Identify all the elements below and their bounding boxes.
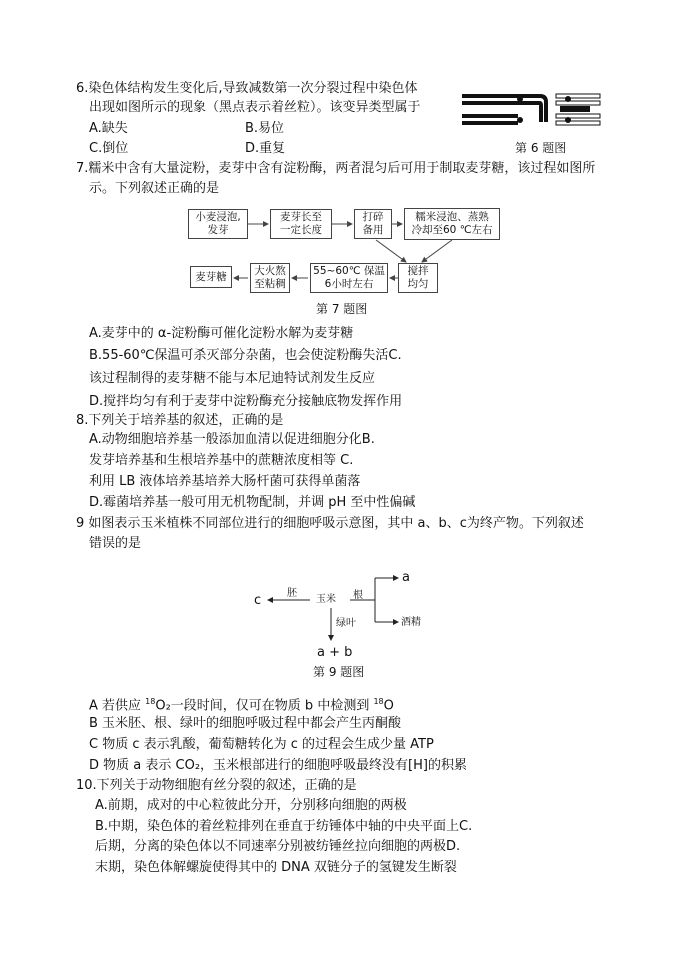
q10-stem: 10.下列关于动物细胞有丝分裂的叙述，正确的是	[76, 778, 357, 793]
q9-stem-line1: 9 如图表示玉米植株不同部位进行的细胞呼吸示意图，其中 a、b、c为终产物。下列叙述	[76, 516, 584, 531]
q6-option-b: B.易位	[245, 121, 285, 136]
q9-option-b: B 玉米胚、根、绿叶的细胞呼吸过程中都会产生丙酮酸	[89, 716, 402, 731]
q9-option-a: A 若供应 $^{18}$O₂一段时间，仅可在物质 b 中检测到 $^{18}$O	[89, 697, 394, 714]
q7-option-c: 该过程制得的麦芽糖不能与本尼迪特试剂发生反应	[89, 371, 376, 386]
q8-stem: 8.下列关于培养基的叙述，正确的是	[76, 413, 284, 428]
q9-diagram-label-leaf: 绿叶	[336, 618, 356, 629]
q6-option-a: A.缺失	[89, 121, 128, 136]
q7-stem-line1: 7.糯米中含有大量淀粉，麦芽中含有淀粉酶，两者混匀后可用于制取麦芽糖，该过程如图所	[76, 161, 596, 176]
q7-flow-step-soak-wheat: 小麦浸泡, 发芽	[188, 209, 248, 239]
q8-option-c: 利用 LB 液体培养基培养大肠杆菌可获得单菌落	[89, 474, 361, 489]
q6-option-d: D.重复	[245, 141, 286, 156]
q10-option-d: 末期，染色体解螺旋使得其中的 DNA 双链分子的氢键发生断裂	[95, 860, 457, 875]
q10-option-c: 后期，分离的染色体以不同速率分别被纺锤丝拉向细胞的两极D.	[95, 839, 461, 854]
q7-flow-step-crush: 打碎 备用	[354, 209, 392, 239]
q9-product-c: c	[254, 593, 262, 608]
q9-product-a: a	[402, 570, 410, 585]
q9-option-d: D 物质 a 表示 CO₂，玉米根部进行的细胞呼吸最终没有[H]的积累	[89, 758, 467, 773]
q8-option-b: 发芽培养基和生根培养基中的蔗糖浓度相等 C.	[89, 453, 354, 468]
q10-option-b: B.中期，染色体的着丝粒排列在垂直于纺锤体中轴的中央平面上C.	[95, 819, 473, 834]
q9-option-c: C 物质 c 表示乳酸，葡萄糖转化为 c 的过程会生成少量 ATP	[89, 737, 434, 752]
q7-option-b: B.55-60℃保温可杀灭部分杂菌，也会使淀粉酶失活C.	[89, 348, 402, 363]
q9-stem-line2: 错误的是	[89, 536, 142, 551]
q9-figure-caption: 第 9 题图	[313, 665, 365, 679]
q10-option-a: A.前期，成对的中心粒彼此分开，分别移向细胞的两极	[95, 798, 407, 813]
q8-option-a: A.动物细胞培养基一般添加血清以促进细胞分化B.	[89, 432, 375, 447]
q7-flow-step-rice: 糯米浸泡、蒸熟 冷却至60 ℃左右	[404, 208, 500, 240]
q7-flow-step-grow-malt: 麦芽长至 一定长度	[270, 209, 332, 239]
q7-flow-step-boil: 大火熬 至粘稠	[250, 263, 290, 293]
q7-stem-line2: 示。下列叙述正确的是	[89, 181, 220, 196]
q9-diagram-center-corn: 玉米	[316, 594, 336, 605]
q6-option-c: C.倒位	[89, 141, 129, 156]
q6-figure-caption: 第 6 题图	[515, 141, 567, 155]
q9-diagram-label-root: 根	[353, 590, 363, 601]
q9-product-a-plus-b: a + b	[317, 645, 353, 660]
q7-flow-step-maltose: 麦芽糖	[190, 266, 232, 288]
q6-stem-line1: 6.染色体结构发生变化后,导致减数第一次分裂过程中染色体	[76, 81, 418, 96]
q7-option-a: A.麦芽中的 α-淀粉酶可催化淀粉水解为麦芽糖	[89, 326, 354, 341]
q9-product-alcohol: 酒精	[401, 617, 421, 628]
q7-figure-caption: 第 7 题图	[316, 302, 368, 316]
q9-diagram-label-embryo: 胚	[287, 588, 297, 599]
q7-flow-step-stir: 搅拌 均匀	[398, 263, 438, 293]
q7-flow-step-incubate: 55~60℃ 保温 6小时左右	[310, 263, 388, 293]
q6-stem-line2: 出现如图所示的现象（黑点表示着丝粒）。该变异类型属于	[89, 100, 421, 115]
q8-option-d: D.霉菌培养基一般可用无机物配制，并调 pH 至中性偏碱	[89, 495, 416, 510]
q7-option-d: D.搅拌均匀有利于麦芽中淀粉酶充分接触底物发挥作用	[89, 394, 403, 409]
